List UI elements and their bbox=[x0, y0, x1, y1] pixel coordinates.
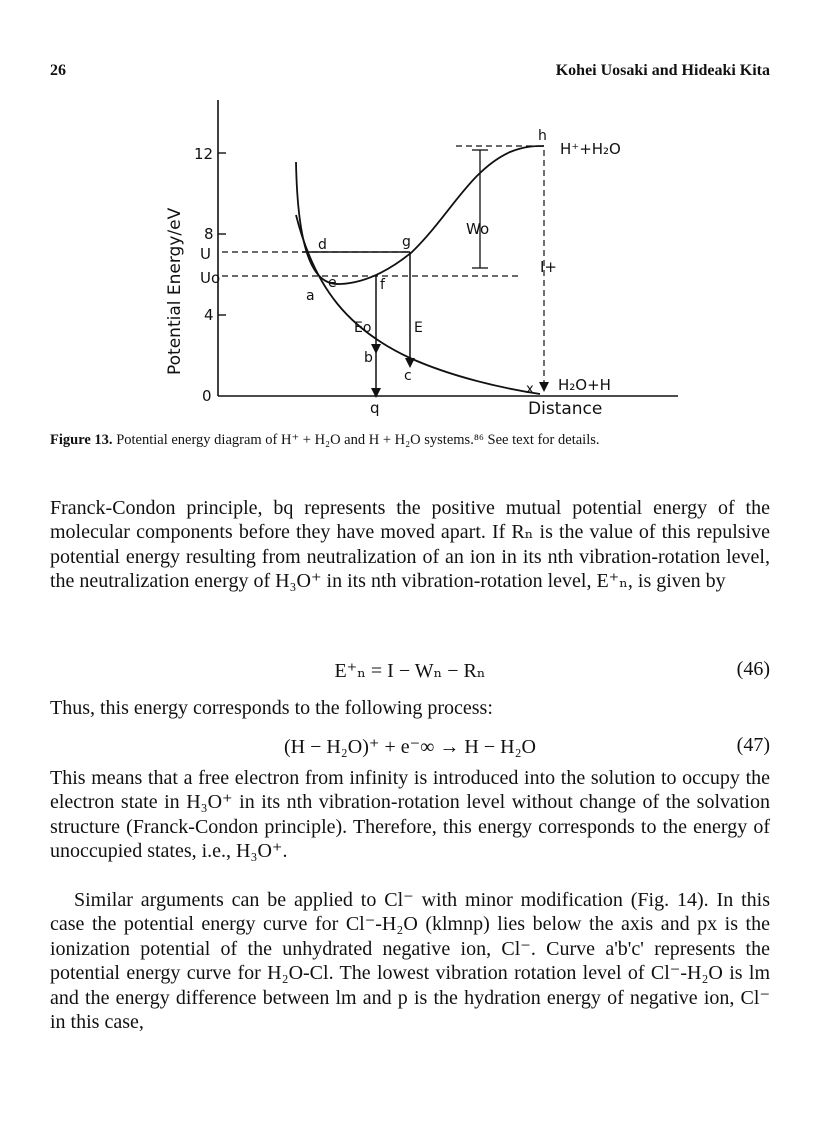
label-g: g bbox=[402, 234, 411, 250]
y-tick-label-8: 8 bbox=[204, 225, 214, 243]
paragraph-4: Similar arguments can be applied to Cl⁻ with minor modification (Fig. 14). In this case the potential energy curve for Cl⁻-H₂O (klmnp) lies below the axis and px is the ionization potential of the unhydrated negative ion, Cl⁻. Curve a'b'c' represents the potential energy curve for H₂O-Cl. The lowest vibration rotation level of Cl⁻-H₂O is lm and the energy difference between lm and p is the hydration energy of negative ion, Cl⁻ in this case, bbox=[50, 889, 770, 1034]
label-b: b bbox=[364, 350, 373, 366]
curve-label-lower: H₂O+H bbox=[558, 376, 611, 394]
running-header-authors: Kohei Uosaki and Hideaki Kita bbox=[555, 62, 770, 79]
label-E: E bbox=[414, 320, 423, 336]
paragraph-3: This means that a free electron from infinity is introduced into the solution to occupy the electron state in H₃O⁺ in its nth vibration-rotation level without change of the solvation structure (Franck-Condon principle). Therefore, this energy corresponds to the energy of unoccupied states, i.e., H₃O⁺. bbox=[50, 767, 770, 863]
x-marker-q: q bbox=[370, 399, 380, 417]
caption-text: Potential energy diagram of H⁺ + H₂O and H + H₂O systems.⁸⁶ See text for details. bbox=[116, 432, 600, 448]
label-h: h bbox=[538, 128, 547, 144]
figure-caption bbox=[50, 431, 770, 449]
equation-47-expression: (H − H₂O)⁺ + e⁻∞ → H − H₂O bbox=[283, 736, 536, 758]
potential-energy-figure bbox=[150, 100, 690, 430]
equation-47-number: (47) bbox=[736, 734, 770, 756]
label-c: c bbox=[404, 368, 412, 384]
y-tick-label-12: 12 bbox=[194, 145, 214, 163]
y-tick-label-0: 0 bbox=[202, 387, 212, 405]
label-e: e bbox=[328, 275, 337, 291]
caption-label: Figure 13. bbox=[50, 432, 113, 448]
label-Eo: Eo bbox=[354, 320, 372, 336]
equation-46 bbox=[50, 658, 770, 684]
arrow-x bbox=[539, 382, 549, 392]
label-f: f bbox=[380, 277, 385, 293]
label-Wo: Wo bbox=[466, 220, 490, 238]
y-axis-label: Potential Energy/eV bbox=[165, 207, 185, 375]
curve-label-upper: H⁺+H₂O bbox=[560, 140, 621, 158]
label-I-plus: I+ bbox=[540, 258, 557, 276]
page-number: 26 bbox=[50, 62, 66, 79]
paragraph-2: Thus, this energy corresponds to the following process: bbox=[50, 697, 493, 719]
arrow-c bbox=[405, 358, 415, 368]
paragraph-1: Franck-Condon principle, bq represents the positive mutual potential energy of the molecular components before they have moved apart. If Rₙ is the value of this repulsive potential energy resulting from neutralization of an ion in its nth vibration-rotation level, the neutralization energy of H₃O⁺ in its nth vibration-rotation level, E⁺ₙ, is given by bbox=[50, 497, 770, 593]
equation-46-number: (46) bbox=[736, 658, 770, 680]
y-marker-Uo: Uo bbox=[200, 269, 221, 287]
equation-46-expression: E⁺ₙ = I − Wₙ − Rₙ bbox=[334, 660, 486, 682]
label-x: x bbox=[526, 382, 534, 397]
repulsive-curve bbox=[296, 215, 540, 394]
x-axis-label: Distance bbox=[528, 399, 603, 419]
y-marker-U: U bbox=[200, 245, 211, 263]
y-tick-label-4: 4 bbox=[204, 306, 214, 324]
ion-curve bbox=[296, 146, 544, 284]
label-d: d bbox=[318, 237, 327, 253]
equation-47 bbox=[50, 734, 770, 760]
label-a: a bbox=[306, 288, 315, 304]
